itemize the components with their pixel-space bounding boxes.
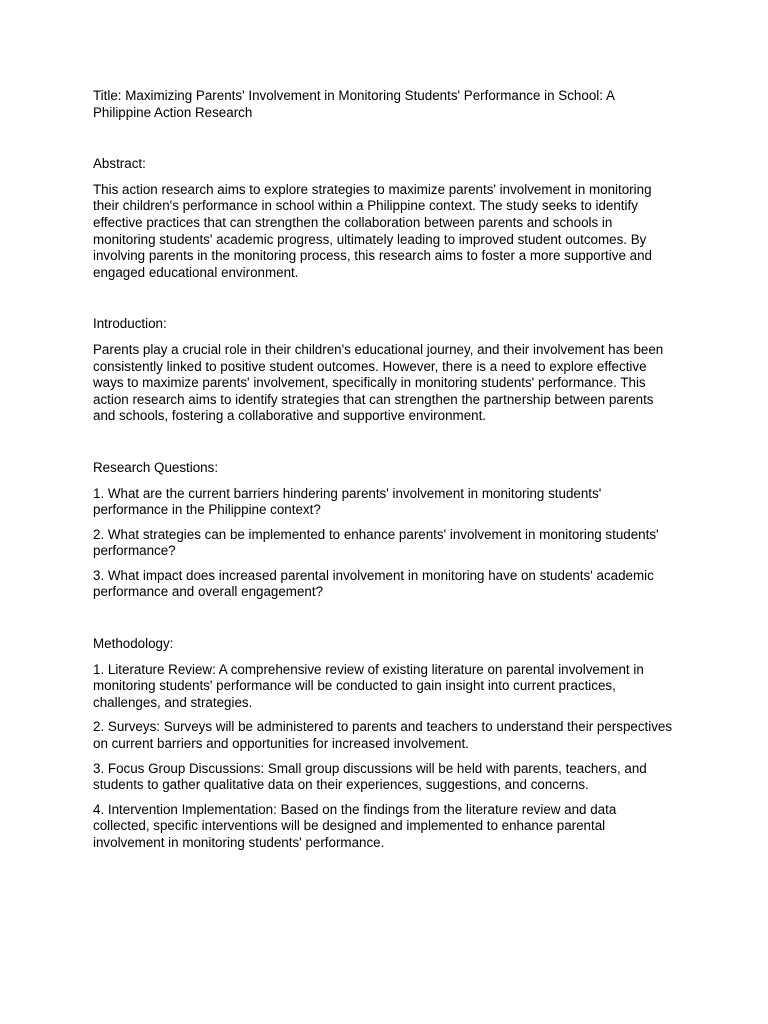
document-page (93, 88, 673, 852)
methodology-item: 2. Surveys: Surveys will be administered to parents and teachers to understand their perspectives on current barriers and opportunities for increased involvement. (93, 719, 673, 752)
methodology-heading: Methodology: (93, 636, 174, 652)
methodology-item: 4. Intervention Implementation: Based on the findings from the literature review and data collected, specific interventions will be designed and implemented to enhance parental involvement in monitoring students' performance. (93, 801, 617, 850)
introduction-section (93, 316, 673, 425)
introduction-heading: Introduction: (93, 316, 167, 332)
research-question-item: 2. What strategies can be implemented to enhance parents' involvement in monitoring students' performance? (93, 526, 659, 559)
abstract-section (93, 156, 673, 281)
methodology-item: 1. Literature Review: A comprehensive review of existing literature on parental involvement in monitoring students' performance will be conducted to gain insight into current practices, challenges, and strategies. (93, 661, 644, 710)
document-title: Title: Maximizing Parents' Involvement in Monitoring Students' Performance in School: A Philippine Action Research (93, 88, 615, 120)
research-question-item: 1. What are the current barriers hindering parents' involvement in monitoring students' performance in the Philippine context? (93, 485, 602, 518)
abstract-text: This action research aims to explore strategies to maximize parents' involvement in monitoring their children's performance in school within a Philippine context. The study seeks to identify effective practices that can strengthen the collaboration between parents and schools in monitoring students' academic progress, ultimately leading to improved student outcomes. By involving parents in the monitoring process, this research aims to foster a more supportive and engaged educational environment. (93, 181, 652, 280)
introduction-text: Parents play a crucial role in their children's educational journey, and their involvement has been consistently linked to positive student outcomes. However, there is a need to explore effective ways to maximize parents' involvement, specifically in monitoring students' performance. This action research aims to identify strategies that can strengthen the partnership between parents and schools, fostering a collaborative and supportive environment. (93, 341, 664, 424)
methodology-section (93, 636, 673, 852)
methodology-item: 3. Focus Group Discussions: Small group discussions will be held with parents, teachers, and students to gather qualitative data on their experiences, suggestions, and concerns. (93, 760, 647, 793)
research-question-item: 3. What impact does increased parental involvement in monitoring have on students' academic performance and overall engagement? (93, 567, 654, 600)
research-questions-section (93, 460, 673, 601)
research-questions-heading: Research Questions: (93, 459, 219, 475)
abstract-heading: Abstract: (93, 156, 146, 172)
